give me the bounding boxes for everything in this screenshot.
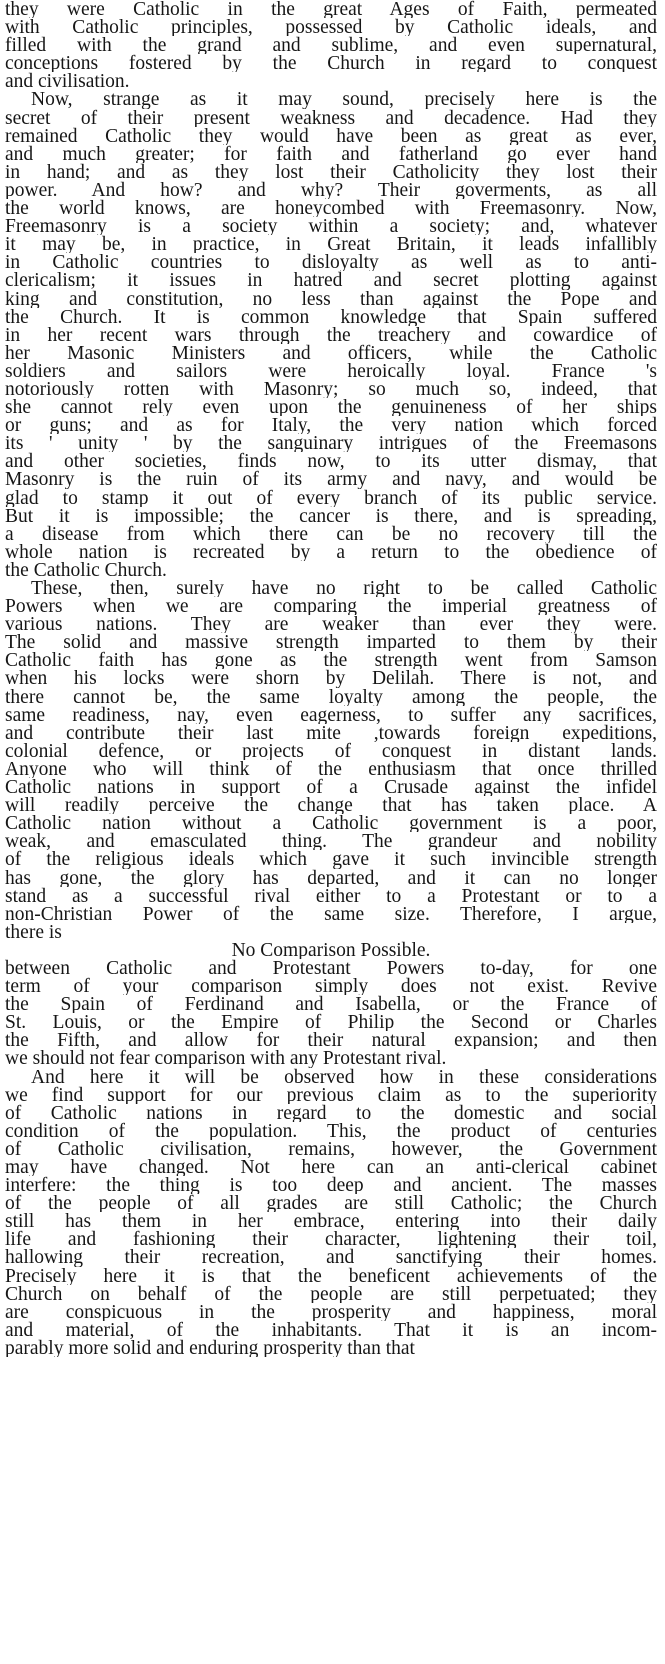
text-line: But it is impossible; the cancer is there, and is spreading, — [5, 506, 657, 525]
text-line: Anyone who will think of the enthusiasm that once thrilled — [5, 759, 657, 779]
text-line: has gone, the glory has departed, and it can no longer — [5, 868, 657, 887]
text-line: the Fifth, and allow for their natural expansion; and then — [5, 1031, 657, 1050]
text-line: various nations. They are weaker than ever they were. — [5, 615, 657, 634]
text-line: a disease from which there can be no recovery till the — [5, 524, 657, 543]
text-line: the Catholic Church. — [5, 560, 167, 579]
text-line: and material, of the inhabitants. That it is an incom- — [5, 1320, 657, 1339]
text-line: may have changed. Not here can an anti-clerical cabinet — [5, 1158, 657, 1177]
text-line: interfere: the thing is too deep and ancient. The masses — [5, 1176, 657, 1195]
text-line: remained Catholic they would have been as great as ever, — [5, 126, 657, 145]
text-line: Now, strange as it may sound, precisely here is the — [31, 90, 657, 109]
text-line: These, then, surely have no right to be called Catholic — [31, 579, 657, 598]
text-line: whole nation is recreated by a return to the obedience of — [5, 542, 657, 561]
text-line: life and fashioning their character, lightening their toil, — [5, 1230, 657, 1249]
article-body — [5, 0, 657, 1357]
text-line: same readiness, nay, even eagerness, to suffer any sacrifices, — [5, 705, 657, 724]
text-line: it may be, in practice, in Great Britain, it leads infallibly — [5, 235, 657, 254]
text-line: its ' unity ' by the sanguinary intrigues of the Freemasons — [5, 434, 657, 453]
paragraph — [5, 579, 657, 941]
text-line: Masonry is the ruin of its army and navy, and would be — [5, 470, 657, 489]
text-line: and contribute their last mite ,towards foreign expeditions, — [5, 723, 657, 742]
text-line: of Catholic civilisation, remains, however, the Government — [5, 1139, 657, 1158]
text-line: Catholic nations in support of a Crusade against the infidel — [5, 778, 657, 797]
text-line: they were Catholic in the great Ages of Faith, permeated — [5, 0, 657, 19]
text-line: will readily perceive the change that has taken place. A — [5, 796, 657, 815]
text-line: The solid and massive strength imparted to them by their — [5, 633, 657, 652]
text-line: of the people of all grades are still Catholic; the Church — [5, 1194, 657, 1213]
text-line: clericalism; it issues in hatred and secret plotting against — [5, 271, 657, 290]
text-line: in her recent wars through the treachery and cowardice of — [5, 325, 657, 344]
text-line: and much greater; for faith and fatherland go ever hand — [5, 144, 657, 163]
text-line: the Spain of Ferdinand and Isabella, or the France of — [5, 995, 657, 1014]
text-line: we should not fear comparison with any Protestant rival. — [5, 1049, 447, 1068]
text-line: her Masonic Ministers and officers, while the Catholic — [5, 343, 657, 362]
text-line: Powers when we are comparing the imperial greatness of — [5, 597, 657, 616]
text-line: glad to stamp it out of every branch of its public service. — [5, 488, 657, 507]
text-line: non-Christian Power of the same size. Therefore, I argue, — [5, 904, 657, 923]
paragraph — [5, 90, 657, 579]
text-line: notoriously rotten with Masonry; so much so, indeed, that — [5, 379, 657, 399]
text-line: she cannot rely even upon the genuineness of her ships — [5, 398, 657, 417]
text-line: of the religious ideals which gave it such invincible strength — [5, 850, 657, 869]
text-line: the Church. It is common knowledge that Spain suffered — [5, 307, 657, 326]
text-line: in Catholic countries to disloyalty as well as to anti- — [5, 253, 657, 272]
text-line: with Catholic principles, possessed by Catholic ideals, and — [5, 18, 657, 37]
text-line: Freemasonry is a society within a society; and, whatever — [5, 217, 657, 236]
text-line: still has them in her embrace, entering into their daily — [5, 1212, 657, 1231]
text-line: Church on behalf of the people are still perpetuated; they — [5, 1284, 657, 1303]
text-line: And here it will be observed how in these considerations — [31, 1067, 657, 1086]
paragraph — [5, 959, 657, 1068]
text-line: Catholic faith has gone as the strength went from Samson — [5, 651, 657, 670]
text-line: between Catholic and Protestant Powers to-day, for one — [5, 958, 657, 978]
text-line: Precisely here it is that the beneficent achievements of the — [5, 1266, 657, 1285]
text-line: St. Louis, or the Empire of Philip the Second or Charles — [5, 1013, 657, 1032]
text-line: or guns; and as for Italy, the very nation which forced — [5, 416, 657, 435]
text-line: there cannot be, the same loyalty among the people, the — [5, 687, 657, 706]
text-line: filled with the grand and sublime, and even supernatural, — [5, 36, 657, 55]
section-subheading: No Comparison Possible. — [231, 940, 431, 959]
text-line: when his locks were shorn by Delilah. There is not, and — [5, 669, 657, 688]
text-line: secret of their present weakness and decadence. Had they — [5, 108, 657, 127]
text-line: condition of the population. This, the product of centuries — [5, 1121, 657, 1140]
text-line: of Catholic nations in regard to the domestic and social — [5, 1103, 657, 1122]
text-line: and civilisation. — [5, 72, 130, 91]
text-line: conceptions fostered by the Church in regard to conquest — [5, 54, 657, 73]
text-line: hallowing their recreation, and sanctifying their homes. — [5, 1248, 657, 1267]
paragraph — [5, 0, 657, 90]
text-line: the world knows, are honeycombed with Freemasonry. Now, — [5, 199, 657, 218]
text-line: king and constitution, no less than against the Pope and — [5, 289, 657, 308]
text-line: are conspicuous in the prosperity and happiness, moral — [5, 1302, 657, 1321]
text-line: and other societies, finds now, to its utter dismay, that — [5, 452, 657, 471]
text-line: term of your comparison simply does not exist. Revive — [5, 977, 657, 996]
text-line: parably more solid and enduring prosperity than that — [5, 1338, 415, 1358]
text-line: soldiers and sailors were heroically loyal. France 's — [5, 361, 657, 380]
text-line: there is — [5, 922, 62, 941]
text-line: Catholic nation without a Catholic government is a poor, — [5, 814, 657, 833]
text-line: stand as a successful rival either to a Protestant or to a — [5, 886, 657, 905]
paragraph — [5, 1068, 657, 1358]
text-line: in hand; and as they lost their Catholicity they lost their — [5, 162, 657, 181]
text-line: power. And how? and why? Their goverments, as all — [5, 180, 657, 200]
text-line: colonial defence, or projects of conquest in distant lands. — [5, 741, 657, 760]
text-line: we find support for our previous claim as to the superiority — [5, 1085, 657, 1104]
text-line: weak, and emasculated thing. The grandeur and nobility — [5, 832, 657, 851]
